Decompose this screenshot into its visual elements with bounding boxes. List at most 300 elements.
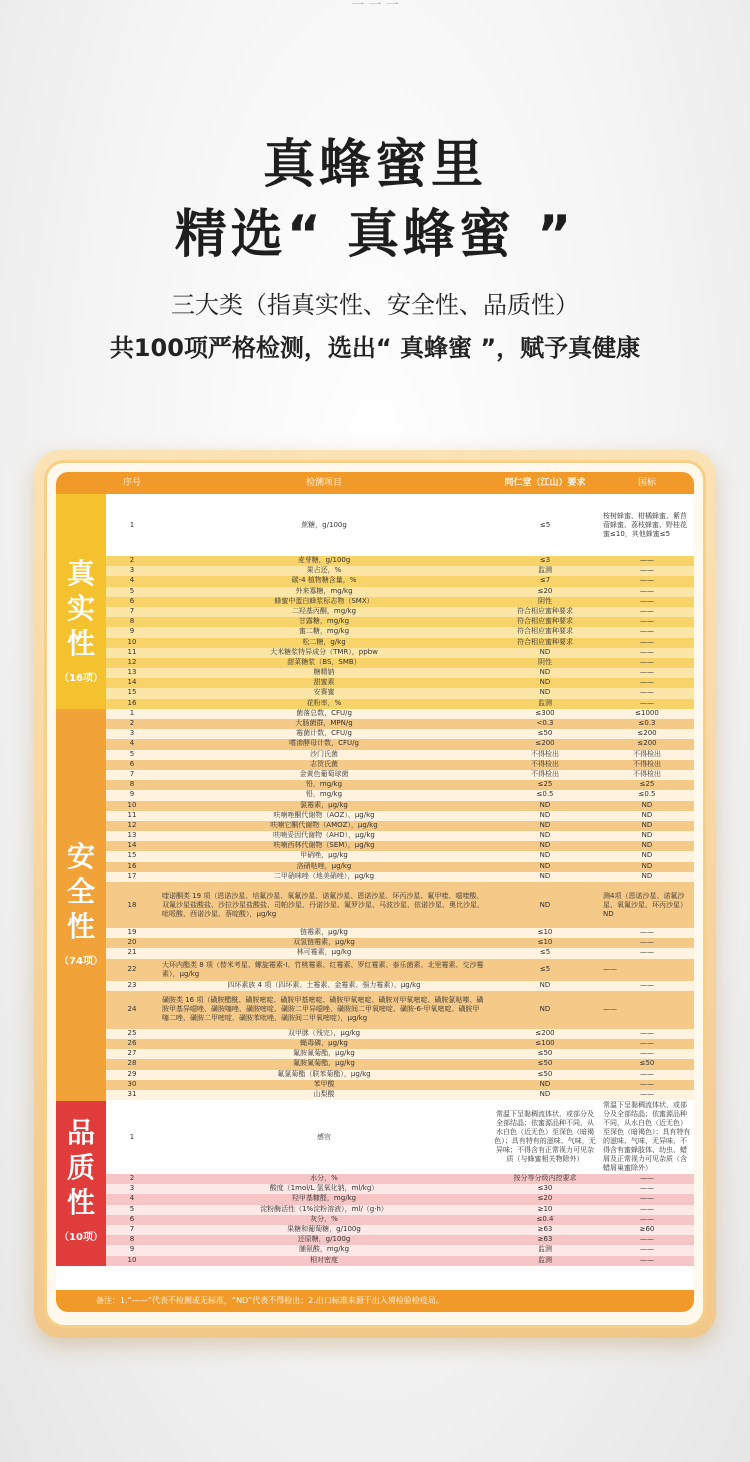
cell-index: 29: [127, 1069, 137, 1078]
cell-index: 14: [127, 678, 137, 687]
cell-standard: ——: [640, 606, 654, 615]
cell-item: 果糖和葡萄糖，g/100g: [287, 1225, 361, 1233]
cell-standard: ——: [640, 688, 654, 697]
cell-index: 20: [127, 938, 137, 947]
table-header: [56, 472, 694, 494]
cell-standard: ≤0.5: [638, 790, 656, 799]
cell-standard: 不得检出: [633, 759, 661, 768]
table-row: [106, 1225, 694, 1235]
cell-requirement: ND: [539, 980, 551, 989]
cell-index: 4: [129, 1194, 135, 1203]
cell-index: 7: [129, 1225, 135, 1233]
table-row: [106, 1059, 694, 1069]
cell-index: 5: [129, 749, 135, 758]
table-row: [106, 790, 694, 800]
cell-item: 安赛蜜: [313, 688, 335, 697]
table-row: [106, 648, 694, 658]
cell-item: 灰分，%: [310, 1214, 338, 1223]
cell-requirement: 符合相应蜜种要求: [517, 617, 573, 626]
table-row: [106, 494, 694, 556]
table-row: [106, 841, 694, 851]
category-safety-count: （74项）: [59, 956, 103, 967]
category-safety: [56, 709, 106, 1101]
cell-item: 嗜渗酵母计数，CFU/g: [289, 739, 359, 748]
header-national-standard: 国标: [637, 478, 656, 488]
cell-index: 1: [129, 520, 135, 529]
cell-requirement: 监测: [538, 1255, 552, 1264]
cell-index: 3: [129, 729, 135, 738]
cell-index: 1: [129, 1132, 135, 1141]
cell-requirement: ND: [539, 668, 551, 677]
cell-index: 5: [129, 1204, 135, 1213]
cell-requirement: ≤50: [537, 729, 553, 738]
cell-requirement: ND: [539, 1079, 551, 1088]
cell-item: 甜菜糖浆（BS，SMB）: [287, 657, 361, 666]
cell-item: 林可霉素，μg/kg: [296, 948, 352, 957]
cell-requirement: 监测: [538, 1245, 552, 1254]
cell-index: 21: [127, 948, 137, 957]
cell-index: 12: [127, 657, 137, 666]
cell-standard: ——: [640, 1079, 654, 1088]
cell-index: 19: [127, 928, 137, 936]
headline-line-2: 精选“ 真蜂蜜 ”: [174, 205, 576, 265]
cell-item: 蜜二糖，mg/kg: [298, 627, 350, 636]
cell-requirement: ≤3: [539, 556, 551, 564]
cell-item: 二羟基丙酮，mg/kg: [291, 606, 357, 615]
table-row: [106, 1245, 694, 1255]
cell-requirement: 按分等分级内控要求: [513, 1174, 577, 1183]
cell-item: 山梨酸: [313, 1089, 335, 1098]
cell-requirement: ND: [539, 900, 551, 909]
test-standard-table: [56, 472, 694, 1312]
table-row: [106, 1184, 694, 1194]
cell-standard: ——: [640, 1174, 654, 1183]
table-row: [106, 1100, 694, 1174]
cell-index: 9: [129, 790, 135, 799]
table-row: [106, 991, 694, 1029]
cell-requirement: ≥10: [537, 1204, 553, 1213]
table-row: [106, 1029, 694, 1039]
table-row: [106, 928, 694, 938]
cell-standard: ≥60: [639, 1225, 655, 1233]
cell-standard: ND: [641, 800, 653, 809]
cell-standard: ——: [640, 1214, 654, 1223]
header-item: 检测项目: [305, 478, 342, 488]
cell-item: 甲硝唑，μg/kg: [300, 851, 348, 860]
category-quality-name: 品 质 性: [66, 1115, 95, 1219]
cell-index: 4: [129, 576, 135, 585]
cell-index: 30: [127, 1079, 137, 1088]
cell-index: 15: [127, 688, 137, 697]
cell-standard: ——: [640, 576, 654, 585]
cell-standard: ——: [640, 1204, 654, 1213]
cell-requirement: 不得检出: [531, 749, 559, 758]
table-row: [106, 938, 694, 948]
cell-item: 糖精钠: [313, 668, 335, 677]
cell-standard: ——: [640, 637, 654, 646]
cell-standard: ——: [640, 627, 654, 636]
cell-index: 24: [127, 1005, 137, 1014]
cell-item: 双甲脒（残完），μg/kg: [287, 1028, 361, 1037]
table-row: [106, 862, 694, 872]
table-row: [106, 709, 694, 719]
cell-item: 氟胺氰菊酯，μg/kg: [293, 1049, 355, 1058]
cell-standard: ——: [640, 1245, 654, 1254]
table-row: [106, 678, 694, 688]
cell-index: 6: [129, 759, 135, 768]
table-row: [106, 801, 694, 811]
cell-requirement: ≤100: [535, 1038, 555, 1047]
cell-requirement: 不得检出: [531, 769, 559, 778]
table-row: [106, 750, 694, 760]
cell-requirement: 符合相应蜜种要求: [517, 606, 573, 615]
table-row: [106, 729, 694, 739]
cell-index: 13: [127, 668, 137, 677]
cell-item: 淀粉酶活性（1%淀粉溶液），ml/（g·h）: [260, 1204, 388, 1213]
cell-index: 23: [127, 980, 137, 989]
cell-item: 大米糖浆特异成分（TMR），ppbw: [270, 647, 378, 656]
cell-item: 金黄色葡萄球菌: [299, 769, 349, 778]
cell-requirement: ND: [539, 861, 551, 870]
cell-requirement: ND: [539, 647, 551, 656]
cell-standard: ——: [640, 617, 654, 626]
cell-item: 碳-4 植物糖含量，%: [291, 576, 357, 585]
cell-standard: ——: [640, 1049, 654, 1058]
table-row: [106, 566, 694, 576]
table-row: [106, 1174, 694, 1184]
cell-standard: 测4项（恩诺沙星、诺氟沙星、氧氟沙星、环丙沙星）ND: [603, 891, 687, 918]
cell-index: 7: [129, 606, 135, 615]
cell-item: 铅，mg/kg: [305, 790, 343, 799]
category-quality: [56, 1101, 106, 1267]
table-row: [106, 780, 694, 790]
cell-standard: ——: [640, 586, 654, 595]
cell-item: 氯霉素，μg/kg: [300, 800, 348, 809]
cell-requirement: ≤7: [539, 576, 551, 585]
cell-requirement: 符合相应蜜种要求: [517, 627, 573, 636]
cell-item: 呋喃西林代谢物（SEM），μg/kg: [273, 841, 375, 850]
cell-item: 还原糖，g/100g: [297, 1235, 351, 1244]
table-row: [106, 981, 694, 991]
cell-requirement: ≤200: [535, 1028, 555, 1037]
headline-line-1: 真蜂蜜里: [262, 135, 487, 195]
table-row: [106, 882, 694, 928]
cell-item: 苯甲酸: [313, 1079, 335, 1088]
cell-item: 感官: [317, 1132, 331, 1141]
cell-item: 双氢链霉素，μg/kg: [293, 938, 355, 947]
cell-index: 3: [129, 566, 135, 575]
cell-index: 27: [127, 1049, 137, 1058]
table-row: [106, 688, 694, 698]
cell-index: 9: [129, 627, 135, 636]
table-row: [106, 760, 694, 770]
cell-index: 17: [127, 871, 137, 880]
table-row: [106, 1235, 694, 1245]
top-cut-text: 一 一 一: [351, 0, 399, 13]
cell-standard: ND: [641, 851, 653, 860]
cell-index: 12: [127, 820, 137, 829]
cell-index: 7: [129, 769, 135, 778]
cell-item: 大肠菌群，MPN/g: [295, 719, 353, 727]
table-row: [106, 627, 694, 637]
cell-item: 水分，%: [310, 1174, 338, 1183]
cell-item: 四环素族 4 项（四环素、土霉素、金霉素、强力霉素），μg/kg: [227, 980, 421, 989]
table-row: [106, 1256, 694, 1266]
cell-requirement: ND: [539, 841, 551, 850]
cell-index: 6: [129, 1214, 135, 1223]
cell-index: 10: [127, 800, 137, 809]
category-authenticity: [56, 494, 106, 709]
cell-item: 菌落总数，CFU/g: [296, 708, 352, 717]
cell-item: 链霉素，μg/kg: [300, 928, 348, 936]
cell-index: 16: [127, 698, 137, 707]
cell-index: 22: [127, 965, 137, 974]
header-requirement: 同仁堂（江山）要求: [504, 478, 586, 488]
cell-index: 8: [129, 1235, 135, 1244]
table-row: [106, 576, 694, 586]
table-row: [106, 617, 694, 627]
cell-index: 25: [127, 1028, 137, 1037]
table-row: [106, 597, 694, 607]
cell-item: 霉菌计数，CFU/g: [296, 729, 352, 738]
table-row: [106, 658, 694, 668]
cell-item: 呋喃它酮代谢物（AMOZ），μg/kg: [270, 820, 378, 829]
table-row: [106, 1080, 694, 1090]
cell-requirement: ND: [539, 800, 551, 809]
subtitle-line-2: 共100项严格检测，选出“ 真蜂蜜 ”，赋予真健康: [109, 334, 641, 362]
table-row: [106, 699, 694, 709]
cell-index: 2: [129, 556, 135, 564]
cell-standard: 不得检出: [633, 769, 661, 778]
table-row: [106, 851, 694, 861]
cell-requirement: ≤10: [537, 938, 553, 947]
table-row: [106, 1194, 694, 1204]
cell-item: 铅，mg/kg: [305, 780, 343, 789]
cell-requirement: 阴性: [538, 657, 552, 666]
cell-requirement: ≤200: [535, 739, 555, 748]
cell-standard: 桉树蜂蜜、柑橘蜂蜜、紫苜蓿蜂蜜、荔枝蜂蜜、野桂花蜜≤10，其他蜂蜜≤5: [603, 511, 687, 538]
cell-index: 10: [127, 1255, 137, 1264]
cell-standard: ≤200: [637, 739, 657, 748]
cell-requirement: ≤10: [537, 928, 553, 936]
table-row: [106, 1215, 694, 1225]
table-row: [106, 872, 694, 882]
cell-standard: ——: [640, 556, 654, 564]
cell-standard: ——: [640, 1194, 654, 1203]
cell-standard: ——: [603, 965, 617, 974]
cell-index: 8: [129, 617, 135, 626]
cell-requirement: 监测: [538, 698, 552, 707]
table-row: [106, 719, 694, 729]
cell-standard: ——: [640, 980, 654, 989]
cell-item: 甘露糖，mg/kg: [298, 617, 350, 626]
table-row: [106, 821, 694, 831]
cell-requirement: ≤30: [537, 1184, 553, 1193]
table-body: [106, 494, 694, 1266]
cell-item: 氟氯菊酯（联苯菊酯），μg/kg: [277, 1069, 371, 1078]
cell-requirement: ≤50: [537, 1059, 553, 1068]
table-row: [106, 638, 694, 648]
cell-item: 呋喃妥因代谢物（AHD），μg/kg: [273, 831, 375, 840]
cell-standard: ——: [640, 928, 654, 936]
cell-index: 3: [129, 1184, 135, 1193]
cell-index: 2: [129, 1174, 135, 1183]
table-row: [106, 1090, 694, 1100]
cell-standard: ≤25: [639, 780, 655, 789]
cell-requirement: ND: [539, 831, 551, 840]
cell-item: 甜蜜素: [313, 678, 335, 687]
cell-item: 磺胺类 16 项（磺胺醋酰、磺胺嘧啶、磺胺甲基嘧啶、磺胺甲氧嘧啶、磺胺对甲氧嘧啶、磺胺氯哒嗪、磺胺甲基异噁唑、磺胺噻唑、磺胺嘧啶、磺胺二甲异噁唑、磺胺间二甲氧嘧啶、磺胺-6-甲氧嘧啶、磺胺甲噻二唑、磺胺二甲嘧啶、磺胺苯吡唑、磺胺间二甲氧嘧啶），μg/kg: [162, 996, 484, 1023]
cell-index: 18: [127, 900, 137, 909]
table-row: [106, 948, 694, 958]
cell-item: 花粉率，%: [306, 698, 342, 707]
cell-item: 喹诺酮类 19 项（恩诺沙星、培氟沙星、氧氟沙星、诺氟沙星、恩诺沙星、环丙沙星、氟甲喹、噁喹酸、双氟沙星盐酸盐、沙拉沙星盐酸盐、司帕沙星、丹诺沙星、氟罗沙星、马波沙星、依诺沙星、奥比沙星、吡哌酸、西诺沙星、萘啶酸），μg/kg: [162, 891, 484, 918]
cell-standard: ND: [641, 861, 653, 870]
cell-requirement: ≤50: [537, 1069, 553, 1078]
cell-standard: ≤0.3: [638, 719, 656, 727]
table-row: [106, 1049, 694, 1059]
cell-standard: 常温下呈黏稠流体状，或部分及全部结晶；依蜜源品种不同，从水白色（近无色）至深色（暗褐色）；具有特有的滋味、气味，无异味，不得含有蜜蜂肢体、幼虫、蜡屑及正常视力可见杂质（含蜡屑巢蜜除外）: [603, 1101, 691, 1173]
cell-item: 麦芽糖，g/100g: [297, 556, 351, 564]
cell-index: 13: [127, 831, 137, 840]
cell-standard: ——: [640, 1255, 654, 1264]
cell-item: 果占还，%: [306, 566, 342, 575]
subtitle-line-1: 三大类（指真实性、安全性、品质性）: [171, 291, 579, 319]
cell-requirement: 常温下呈黏稠流体状，或部分及全部结晶；依蜜源品种不同，从水白色（近无色）至深色（暗褐色）；具有特有的滋味、气味，无异味；不得含有正常视力可见杂质（与蜂蜜相关物除外）: [494, 1110, 596, 1164]
cell-standard: ND: [641, 831, 653, 840]
cell-standard: ≤50: [639, 1059, 655, 1068]
table-row: [106, 1039, 694, 1049]
table-row: [106, 668, 694, 678]
cell-item: 洛硝哒唑，μg/kg: [296, 861, 352, 870]
cell-item: 志贺氏菌: [310, 759, 338, 768]
cell-requirement: ND: [539, 1005, 551, 1014]
cell-index: 11: [127, 810, 137, 819]
cell-requirement: ≤5: [539, 948, 551, 957]
table-row: [106, 770, 694, 780]
cell-requirement: ≤0.5: [536, 790, 554, 799]
cell-requirement: ≤5: [539, 520, 551, 529]
category-authenticity-name: 真 实 性: [66, 557, 95, 660]
cell-item: 蔗糖，g/100g: [301, 520, 347, 529]
cell-requirement: ≤50: [537, 1049, 553, 1058]
cell-standard: ——: [640, 566, 654, 575]
cell-item: 脯氨酸，mg/kg: [298, 1245, 350, 1254]
cell-index: 31: [127, 1089, 137, 1098]
cell-requirement: ND: [539, 810, 551, 819]
cell-index: 8: [129, 780, 135, 789]
table-row: [106, 739, 694, 749]
cell-index: 9: [129, 1245, 135, 1254]
cell-item: 大环内酯类 8 项（替米考星、螺旋霉素-I、竹桃霉素、红霉素、罗红霉素、泰乐菌素、北里霉素、交沙霉素），μg/kg: [162, 960, 484, 978]
cell-requirement: ≥63: [537, 1225, 553, 1233]
table-row: [106, 1070, 694, 1080]
cell-requirement: ≤25: [537, 780, 553, 789]
cell-standard: ——: [640, 596, 654, 605]
table-row: [106, 959, 694, 981]
cell-requirement: 阴性: [538, 596, 552, 605]
cell-index: 15: [127, 851, 137, 860]
cell-standard: ——: [640, 698, 654, 707]
cell-standard: ——: [640, 657, 654, 666]
cell-requirement: 符合相应蜜种要求: [517, 637, 573, 646]
cell-index: 5: [129, 586, 135, 595]
cell-standard: ND: [641, 841, 653, 850]
cell-requirement: 监测: [538, 566, 552, 575]
cell-standard: ——: [603, 1005, 617, 1014]
cell-index: 16: [127, 861, 137, 870]
cell-requirement: ≤20: [537, 1194, 553, 1203]
cell-standard: ≤1000: [635, 708, 659, 717]
cell-requirement: ND: [539, 820, 551, 829]
cell-index: 4: [129, 739, 135, 748]
cell-index: 2: [129, 719, 135, 727]
cell-index: 10: [127, 637, 137, 646]
cell-standard: ND: [641, 820, 653, 829]
cell-standard: ——: [640, 938, 654, 947]
header-index: 序号: [122, 478, 141, 488]
cell-item: 沙门氏菌: [310, 749, 338, 758]
cell-standard: ——: [640, 678, 654, 687]
cell-standard: ——: [640, 1028, 654, 1037]
cell-standard: ——: [640, 1089, 654, 1098]
cell-standard: ——: [640, 1235, 654, 1244]
table-row: [106, 587, 694, 597]
cell-index: 14: [127, 841, 137, 850]
cell-item: 呋喃唑酮代谢物（AOZ），μg/kg: [273, 810, 375, 819]
cell-requirement: ND: [539, 678, 551, 687]
cell-standard: ——: [640, 1069, 654, 1078]
cell-item: 羟甲基糠醛，mg/kg: [291, 1194, 357, 1203]
cell-requirement: 不得检出: [531, 759, 559, 768]
cell-item: 相对密度: [310, 1255, 338, 1264]
cell-item: 蝇毒磷，μg/kg: [300, 1038, 348, 1047]
table-row: [106, 607, 694, 617]
category-safety-name: 安 全 性: [66, 840, 95, 943]
cell-standard: ——: [640, 1184, 654, 1193]
cell-requirement: ≤20: [537, 586, 553, 595]
cell-requirement: ≤300: [535, 708, 555, 717]
cell-requirement: <0.3: [536, 719, 554, 727]
category-authenticity-count: （16项）: [59, 673, 103, 684]
cell-index: 11: [127, 647, 137, 656]
cell-requirement: ≥63: [537, 1235, 553, 1244]
table-row: [106, 831, 694, 841]
cell-index: 1: [129, 708, 135, 717]
cell-standard: ND: [641, 810, 653, 819]
cell-requirement: ND: [539, 851, 551, 860]
cell-requirement: ≤5: [539, 965, 551, 974]
cell-item: 二甲硝咪唑（地美硝唑），μg/kg: [273, 871, 375, 880]
cell-index: 26: [127, 1038, 137, 1047]
cell-standard: ≤200: [637, 729, 657, 738]
cell-standard: ——: [640, 1038, 654, 1047]
cell-index: 28: [127, 1059, 137, 1068]
cell-item: 氟胺氰菊酯，μg/kg: [293, 1059, 355, 1068]
cell-item: 酸度（1mol/L 氢氧化钠，ml/kg）: [269, 1184, 379, 1193]
cell-requirement: ND: [539, 1089, 551, 1098]
cell-standard: 不得检出: [633, 749, 661, 758]
table-row: [106, 1205, 694, 1215]
cell-standard: ——: [640, 948, 654, 957]
table-footnote: 备注：1.“——”代表不检测或无标准，“ND”代表不得检出；2.出口标准来源于出入境检验检疫局。: [56, 1290, 694, 1312]
table-row: [106, 811, 694, 821]
cell-requirement: ND: [539, 688, 551, 697]
cell-index: 6: [129, 596, 135, 605]
cell-standard: ND: [641, 871, 653, 880]
table-row: [106, 556, 694, 566]
cell-requirement: ≤0.4: [536, 1214, 554, 1223]
